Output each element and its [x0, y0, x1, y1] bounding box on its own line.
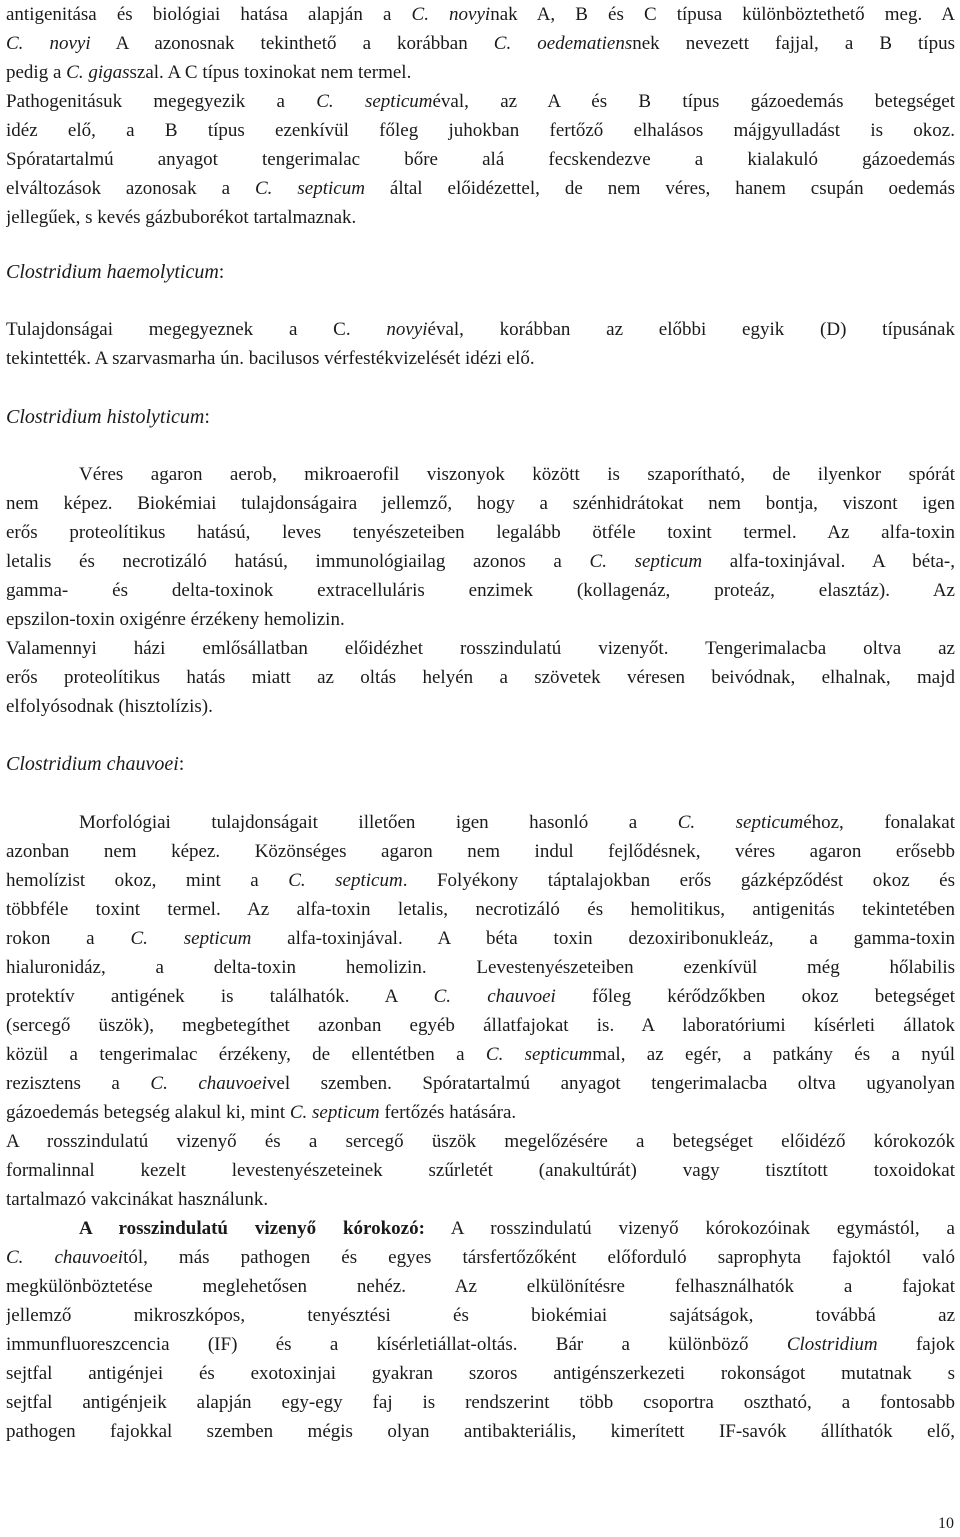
text-line: rezisztens a C. chauvoeivel szemben. Spóratartalmú anyagot tengerimalacba oltva ugyanolyan	[6, 1073, 955, 1094]
text-line: elváltozások azonosak a C. septicum által előidézettel, de nem véres, hanem csupán oedemás	[6, 178, 955, 199]
text-line: jellegűek, s kevés gázbuborékot tartalmaznak.	[6, 207, 357, 228]
text-line: elfolyósodnak (hisztolízis).	[6, 696, 213, 717]
text-line: epszilon-toxin oxigénre érzékeny hemolizin.	[6, 609, 345, 630]
text-line: rokon a C. septicum alfa-toxinjával. A béta toxin dezoxiribonukleáz, a gamma-toxin	[6, 928, 955, 949]
text-line: Morfológiai tulajdonságait illetően igen hasonló a C. septicuméhoz, fonalakat	[79, 812, 955, 833]
text-line: tekintették. A szarvasmarha ún. bacilusos vérfestékvizelését idézi elő.	[6, 348, 535, 369]
text-line: hialuronidáz, a delta-toxin hemolizin. Levestenyészeteiben ezenkívül még hőlabilis	[6, 957, 955, 978]
text-line: Tulajdonságai megegyeznek a C. novyiéval, korábban az előbbi egyik (D) típusának	[6, 319, 955, 340]
text-line: jellemző mikroszkópos, tenyésztési és biokémiai sajátságok, továbbá az	[6, 1305, 955, 1326]
text-line: protektív antigének is találhatók. A C. chauvoei főleg kérődzőkben okoz betegséget	[6, 986, 955, 1007]
text-line: gamma- és delta-toxinok extracelluláris enzimek (kollagenáz, proteáz, elasztáz). Az	[6, 580, 955, 601]
text-line: azonban nem képez. Közönséges agaron nem indul fejlődésnek, véres agaron erősebb	[6, 841, 955, 862]
text-line: pedig a C. gigasszal. A C típus toxinokat nem termel.	[6, 62, 412, 83]
section-heading: Clostridium histolyticum:	[6, 406, 210, 428]
text-line: sejtfal antigénjeik alapján egy-egy faj is rendszerint több csoportra osztható, a fontosabb	[6, 1392, 955, 1413]
text-line: nem képez. Biokémiai tulajdonságaira jellemző, hogy a szénhidrátokat nem bontja, viszont igen	[6, 493, 955, 514]
text-line: Véres agaron aerob, mikroaerofil viszonyok között is szaporítható, de ilyenkor spórát	[79, 464, 955, 485]
text-line: hemolízist okoz, mint a C. septicum. Folyékony táptalajokban erős gázképződést okoz és	[6, 870, 955, 891]
text-line: antigenitása és biológiai hatása alapján a C. novyinak A, B és C típusa különböztethető meg. A	[6, 4, 955, 25]
text-line: többféle toxint termel. Az alfa-toxin letalis, necrotizáló és hemolitikus, antigenitás tekintetében	[6, 899, 955, 920]
text-line: Pathogenitásuk megegyezik a C. septicuméval, az A és B típus gázoedemás betegséget	[6, 91, 955, 112]
text-line: letalis és necrotizáló hatású, immunológiailag azonos a C. septicum alfa-toxinjával. A béta-,	[6, 551, 955, 572]
text-line: erős proteolítikus hatású, leves tenyészeteiben legalább ötféle toxint termel. Az alfa-toxin	[6, 522, 955, 543]
text-line: idéz elő, a B típus ezenkívül főleg juhokban fertőző elhalásos májgyulladást is okoz.	[6, 120, 955, 141]
text-line: pathogen fajokkal szemben mégis olyan antibakteriális, kimerített IF-savók állíthatók elő,	[6, 1421, 955, 1442]
text-line: A rosszindulatú vizenyő kórokozó: A rosszindulatú vizenyő kórokozóinak egymástól, a	[79, 1218, 955, 1239]
text-line: közül a tengerimalac érzékeny, de ellentétben a C. septicummal, az egér, a patkány és a nyúl	[6, 1044, 955, 1065]
section-heading: Clostridium chauvoei:	[6, 753, 185, 775]
text-line: sejtfal antigénjei és exotoxinjai gyakran szoros antigénszerkezeti rokonságot mutatnak s	[6, 1363, 955, 1384]
text-line: megkülönböztetése meglehetősen nehéz. Az elkülönítésre felhasználhatók a fajokat	[6, 1276, 955, 1297]
text-line: tartalmazó vakcinákat használunk.	[6, 1189, 269, 1210]
text-line: C. novyi A azonosnak tekinthető a korábban C. oedematiensnek nevezett fajjal, a B típus	[6, 33, 955, 54]
text-line: C. chauvoeitól, más pathogen és egyes társfertőzőként előforduló saprophyta fajoktól való	[6, 1247, 955, 1268]
text-line: immunfluoreszcencia (IF) és a kísérletiállat-oltás. Bár a különböző Clostridium fajok	[6, 1334, 955, 1355]
text-line: gázoedemás betegség alakul ki, mint C. septicum fertőzés hatására.	[6, 1102, 517, 1123]
text-line: Valamennyi házi emlősállatban előidézhet rosszindulatú vizenyőt. Tengerimalacba oltva az	[6, 638, 955, 659]
section-heading: Clostridium haemolyticum:	[6, 261, 225, 283]
page-number: 10	[938, 1515, 954, 1532]
text-line: Spóratartalmú anyagot tengerimalac bőre alá fecskendezve a kialakuló gázoedemás	[6, 149, 955, 170]
text-line: (sercegő üszök), megbetegíthet azonban egyéb állatfajokat is. A laboratóriumi kísérleti állatok	[6, 1015, 955, 1036]
text-line: formalinnal kezelt levestenyészeteinek szűrletét (anakultúrát) vagy tisztított toxoidokat	[6, 1160, 955, 1181]
text-line: erős proteolítikus hatás miatt az oltás helyén a szövetek véresen beivódnak, elhalnak, majd	[6, 667, 955, 688]
text-line: A rosszindulatú vizenyő és a sercegő üszök megelőzésére a betegséget előidéző kórokozók	[6, 1131, 955, 1152]
